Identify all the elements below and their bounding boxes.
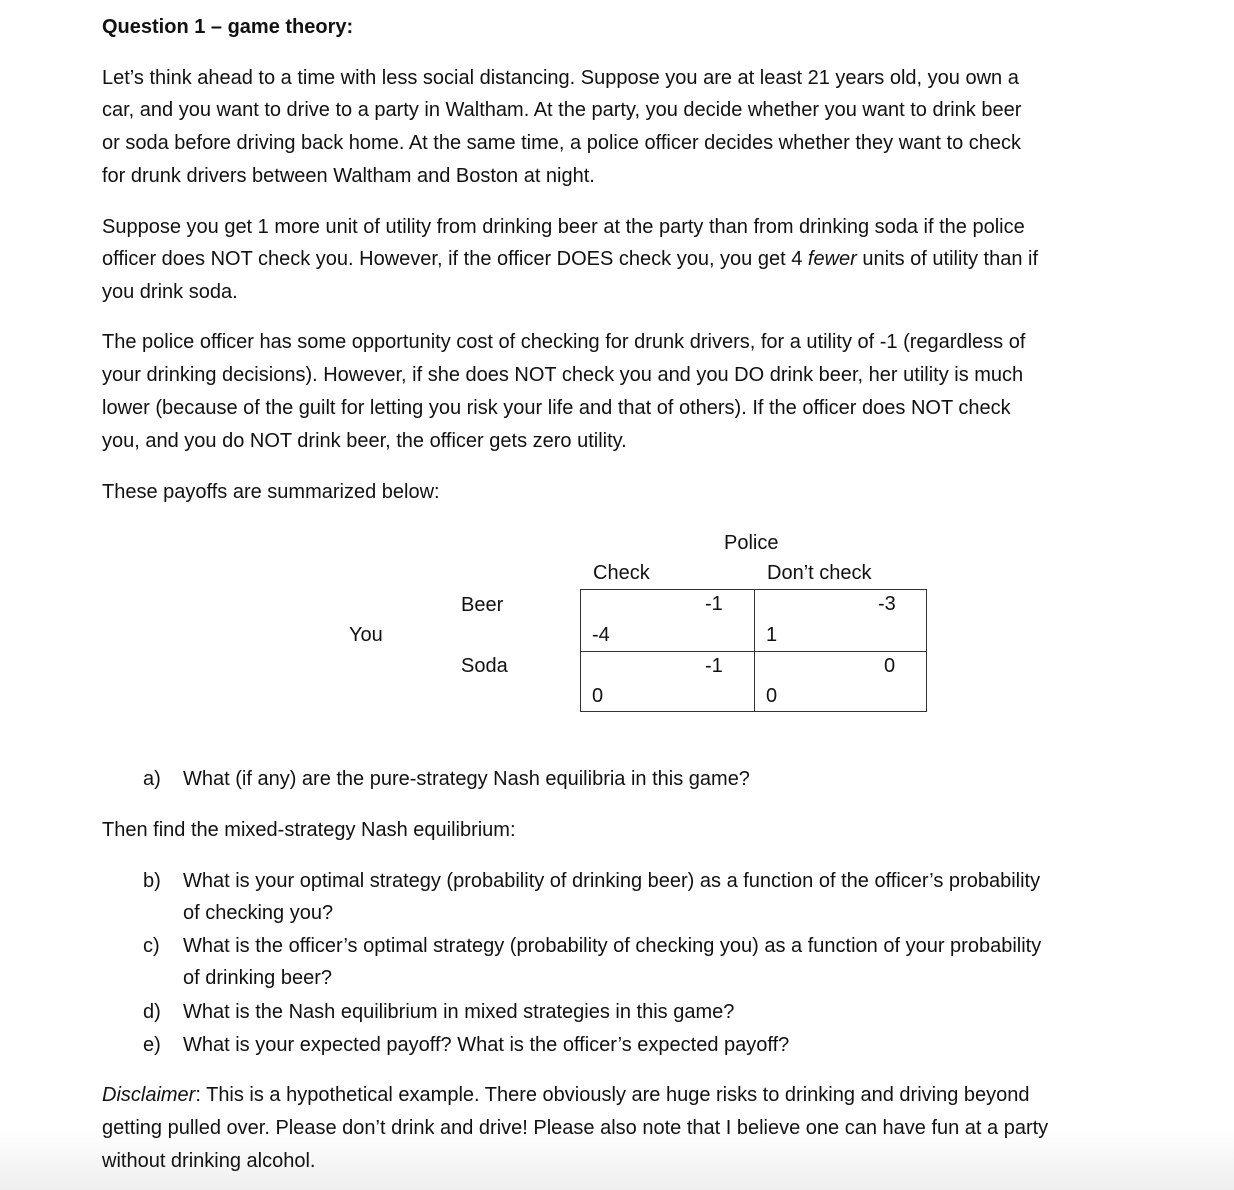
payoff-police: 0 [884,655,896,677]
disclaimer-label: Disclaimer [102,1084,196,1106]
text-span: : This is a hypothetical example. There obviously are huge risks to drinking and driving beyond [195,1084,1030,1106]
list-marker: c) [143,935,160,957]
payoff-you: 1 [766,624,778,646]
question-text: of drinking beer? [183,967,332,989]
text-line: for drunk drivers between Waltham and Boston at night. [102,165,595,187]
text-line: you, and you do NOT drink beer, the officer gets zero utility. [102,430,627,452]
text-line: The police officer has some opportunity cost of checking for drunk drivers, for a utility of -1 (regardless of [102,331,1026,353]
text-span: officer does NOT check you. However, if the officer DOES check you, you get 4 [102,248,808,270]
row-player-label: You [349,624,383,646]
payoff-police: -1 [705,593,723,615]
col-label-check: Check [593,562,650,584]
text-line: car, and you want to drive to a party in Waltham. At the party, you decide whether you want to drink beer [102,99,1022,121]
payoff-police: -3 [878,593,896,615]
question-text: What is your optimal strategy (probability of drinking beer) as a function of the officer’s probability [183,870,1041,892]
question-text: What is your expected payoff? What is the officer’s expected payoff? [183,1034,790,1056]
text-line: without drinking alcohol. [102,1150,316,1172]
list-marker: b) [143,870,161,892]
text-line: Suppose you get 1 more unit of utility from drinking beer at the party than from drinking soda if the police [102,216,1025,238]
row-label-beer: Beer [461,594,504,616]
list-marker: e) [143,1034,161,1056]
list-marker: a) [143,768,161,790]
question-text: What is the officer’s optimal strategy (probability of checking you) as a function of your probability [183,935,1042,957]
row-label-soda: Soda [461,655,508,677]
payoff-grid [580,589,927,712]
text-line [102,1083,1030,1107]
question-text: of checking you? [183,902,334,924]
text-line: your drinking decisions). However, if she does NOT check you and you DO drink beer, her utility is much [102,364,1024,386]
payoff-police: -1 [705,655,723,677]
text-line: lower (because of the guilt for letting you risk your life and that of others). If the officer does NOT check [102,397,1011,419]
text-line: getting pulled over. Please don’t drink and drive! Please also note that I believe one can have fun at a party [102,1117,1049,1139]
question-text: What (if any) are the pure-strategy Nash equilibria in this game? [183,768,750,790]
summary-text: These payoffs are summarized below: [102,481,440,503]
payoff-you: 0 [766,685,778,707]
question-text: What is the Nash equilibrium in mixed strategies in this game? [183,1001,735,1023]
payoff-you: -4 [592,624,610,646]
grid-divider [581,651,926,652]
mixed-intro-text: Then find the mixed-strategy Nash equilibrium: [102,819,516,841]
text-line [102,247,1038,271]
text-span: units of utility than if [856,248,1039,270]
payoff-you: 0 [592,685,604,707]
text-line: Let’s think ahead to a time with less social distancing. Suppose you are at least 21 years old, you own a [102,67,1019,89]
list-marker: d) [143,1001,161,1023]
text-line: or soda before driving back home. At the same time, a police officer decides whether they want to check [102,132,1022,154]
text-line: you drink soda. [102,281,238,303]
col-label-dont-check: Don’t check [767,562,872,584]
col-player-label: Police [724,532,779,554]
question-title: Question 1 – game theory: [102,16,354,38]
emphasis-text: fewer [807,248,857,270]
